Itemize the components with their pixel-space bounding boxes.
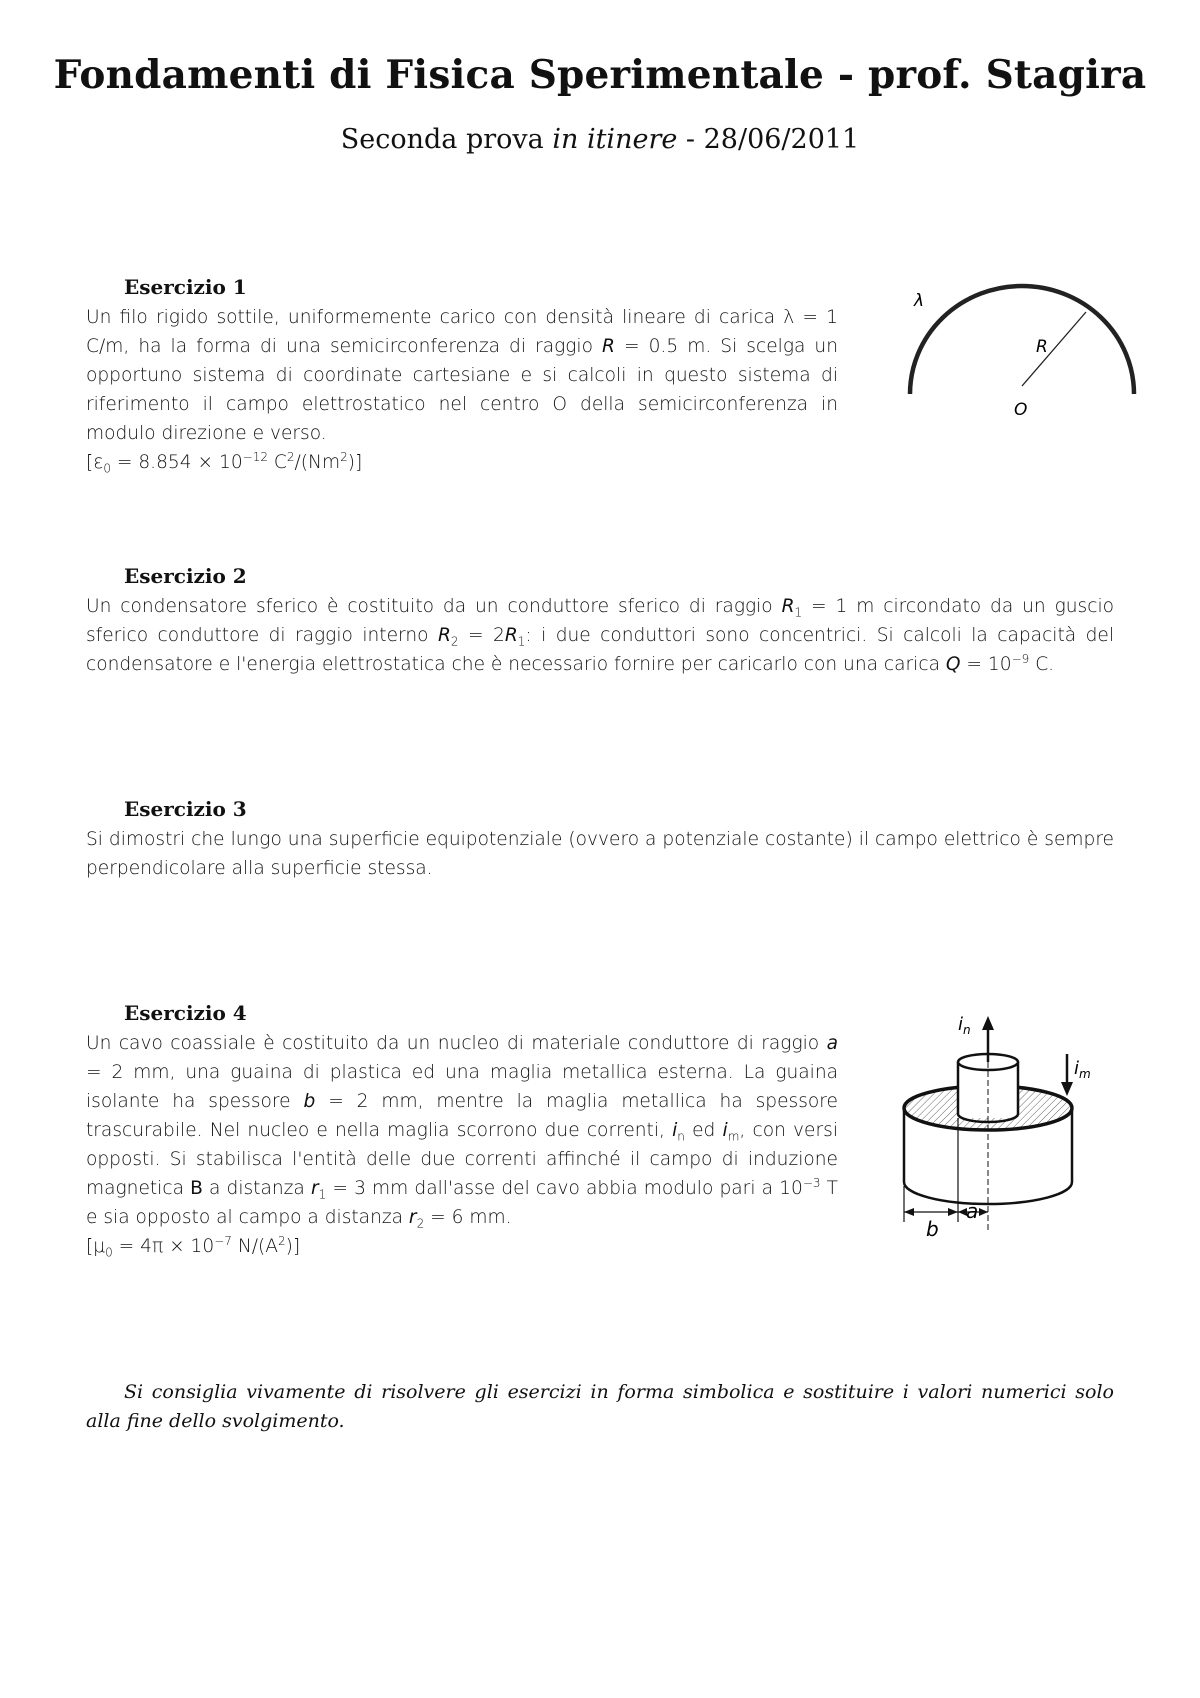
charged-semicircle-arc (910, 286, 1134, 394)
o-label: O (1014, 400, 1028, 420)
page-title: Fondamenti di Fisica Sperimentale - prof. Stagira (53, 52, 1147, 98)
subtitle-italic: in itinere (552, 124, 678, 155)
exercise-4-constant: [$\mu_0 = 4\pi \times 10^{-7}$ $N/(A^2)$] (86, 1233, 301, 1260)
r-label: R (1036, 337, 1048, 357)
exercise-1-heading: Esercizio 1 (124, 275, 247, 299)
page-subtitle (0, 124, 1200, 155)
im-label: $i_m$ (1074, 1058, 1091, 1081)
exercise-2-heading: Esercizio 2 (124, 564, 247, 588)
exercise-3-heading: Esercizio 3 (124, 797, 247, 821)
exercise-3 (86, 796, 1114, 883)
semicircle-figure (898, 276, 1158, 420)
exercise-4-heading: Esercizio 4 (124, 1001, 247, 1025)
subtitle-prefix: Seconda prova (340, 124, 553, 155)
in-arrow-head (982, 1016, 994, 1030)
radius-line (1022, 312, 1086, 386)
exercise-4-text: Un cavo coassiale è costituito da un nucleo di materiale conduttore di raggio a = 2 mm, una guaina di plastica ed una maglia metallica esterna. La guaina isolante ha spessore b = 2 mm, mentre la maglia metallica ha spessore trascurabile. Nel nucleo e nella maglia scorrono due correnti, $i_n$ ed $i_m$, con versi opposti. Si stabilisca l'entità delle due correnti affinché il campo di induzione magnetica B a distanza $r_1 = 3$ mm dall'asse del cavo abbia modulo pari a $10^{-3}$ T e sia opposto al campo a distanza $r_2 = 6$ mm. [$\mu_0 = 4\pi \times 10^{-7}$ $N/(A^2)$] (86, 1033, 839, 1260)
im-arrow-head (1061, 1082, 1073, 1096)
advice-note: Si consiglia vivamente di risolvere gli esercizi in forma simbolica e sostituire i valori numerici solo alla fine dello svolgimento. (86, 1381, 1114, 1432)
exercise-1-text: Un filo rigido sottile, uniformemente carico con densità lineare di carica λ = 1 C/m, ha la forma di una semicirconferenza di raggio R = 0.5 m. Si scelga un opportuno sistema di coordinate cartesiane e si calcoli in questo sistema di riferimento il campo elettrostatico nel centro O della semicirconferenza in modulo direzione e verso. [$\varepsilon_0 = 8.854 \times 10^{-12}$ $C^2/(Nm^2)$] (86, 307, 838, 476)
a-label: a (966, 1199, 979, 1223)
in-label: $i_n$ (958, 1014, 971, 1037)
exercise-2 (86, 563, 1114, 679)
exercise-4 (86, 1000, 838, 1261)
exercise-2-text: Un condensatore sferico è costituito da un conduttore sferico di raggio $R_1 = 1$ m circondato da un guscio sferico conduttore di raggio interno $R_2 = 2R_1$: i due conduttori sono concentrici. Si calcoli la capacità del condensatore e l'energia elettrostatica che è necessario fornire per caricarlo con una carica $Q = 10^{-9}$ C. (86, 596, 1115, 675)
exercise-1-constant: [$\varepsilon_0 = 8.854 \times 10^{-12}$ $C^2/(Nm^2)$] (86, 449, 363, 476)
exercise-3-text: Si dimostri che lungo una superficie equipotenziale (ovvero a potenziale costante) il campo elettrico è sempre perpendicolare alla superficie stessa. (86, 829, 1114, 879)
coaxial-cable-figure (890, 1010, 1090, 1250)
exercise-1 (86, 274, 838, 477)
subtitle-suffix: - 28/06/2011 (677, 124, 860, 155)
lambda-label: λ (914, 291, 925, 311)
b-label: b (926, 1217, 939, 1241)
